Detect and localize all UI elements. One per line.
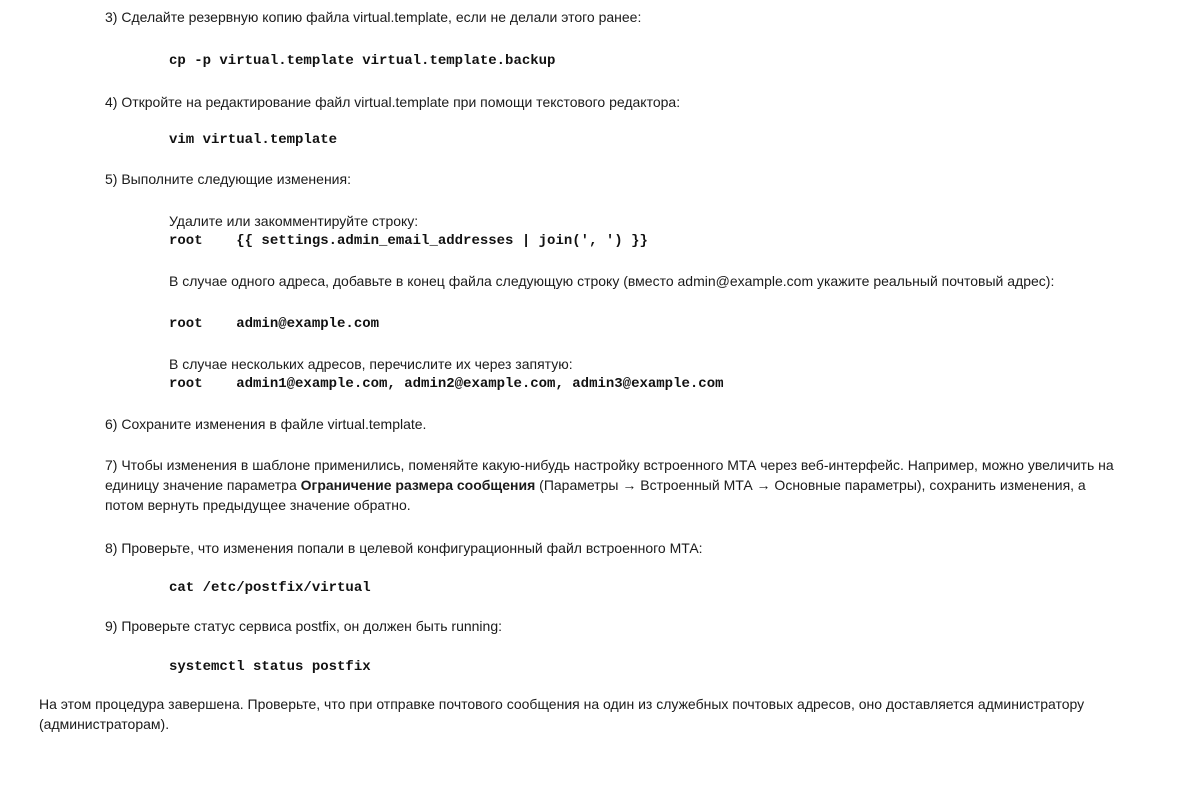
- closing-paragraph: На этом процедура завершена. Проверьте, что при отправке почтового сообщения на один из служебных почтовых адресов, оно доставляется администратору (администраторам).: [39, 696, 1085, 732]
- step-5-multiple-addresses-code: root admin1@example.com, admin2@example.com, admin3@example.com: [169, 376, 724, 392]
- step-7-text-end: (Параметры → Встроенный МТА → Основные параметры), сохранить изменения, а потом вернуть предыдущее значение обратно.: [105, 477, 1086, 513]
- step-4-command: vim virtual.template: [169, 132, 338, 148]
- step-7-text-start: 7) Чтобы изменения в шаблоне применились, поменяйте какую-нибудь настройку встроенного МТА через веб-интерфейс. Например, можно увеличить на единицу значение параметра: [105, 457, 1114, 493]
- step-4-text: 4) Откройте на редактирование файл virtual.template при помощи текстового редактора:: [105, 94, 681, 110]
- step-8-command: cat /etc/postfix/virtual: [169, 580, 371, 596]
- step-5-delete-code: root {{ settings.admin_email_addresses | join(', ') }}: [169, 233, 648, 249]
- step-5-single-address-text: В случае одного адреса, добавьте в конец файла следующую строку (вместо admin@example.com укажите реальный почтовый адрес):: [169, 273, 1055, 289]
- step-8-text: 8) Проверьте, что изменения попали в целевой конфигурационный файл встроенного МТА:: [105, 540, 703, 556]
- step-7-bold-parameter: Ограничение размера сообщения: [300, 477, 536, 493]
- step-9-command: systemctl status postfix: [169, 659, 371, 675]
- step-5-multiple-addresses-text: В случае нескольких адресов, перечислите их через запятую:: [169, 356, 573, 372]
- step-5-delete-text: Удалите или закомментируйте строку:: [169, 213, 419, 229]
- step-3-text: 3) Сделайте резервную копию файла virtual.template, если не делали этого ранее:: [105, 9, 642, 25]
- step-5-single-address-code: root admin@example.com: [169, 316, 380, 332]
- step-6-text: 6) Сохраните изменения в файле virtual.template.: [105, 416, 427, 432]
- step-3-command: cp -p virtual.template virtual.template.backup: [169, 53, 556, 69]
- step-7-paragraph: [105, 455, 1115, 515]
- step-5-text: 5) Выполните следующие изменения:: [105, 171, 351, 187]
- step-9-text: 9) Проверьте статус сервиса postfix, он должен быть running:: [105, 618, 503, 634]
